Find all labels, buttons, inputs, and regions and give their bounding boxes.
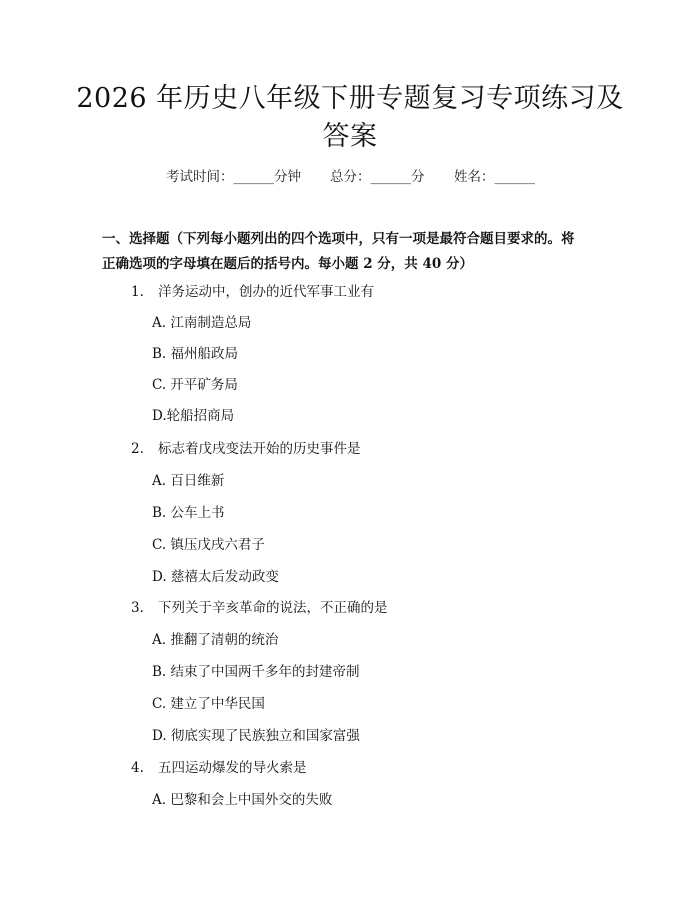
student-name-field: 姓名：______ bbox=[454, 169, 535, 185]
question-3-option-b: B. 结束了中国两千多年的封建帝制 bbox=[152, 664, 360, 680]
title-line-2: 答案 bbox=[322, 121, 378, 152]
question-text: 五四运动爆发的导火索是 bbox=[158, 760, 307, 776]
question-text: 下列关于辛亥革命的说法，不正确的是 bbox=[158, 600, 388, 616]
question-number: 4. bbox=[131, 760, 144, 776]
question-1-option-c: C. 开平矿务局 bbox=[152, 377, 238, 393]
question-2-option-b: B. 公车上书 bbox=[152, 505, 225, 521]
question-1-option-d: D.轮船招商局 bbox=[152, 408, 235, 424]
question-1-option-a: A. 江南制造总局 bbox=[152, 315, 252, 331]
question-number: 2. bbox=[131, 441, 144, 457]
section-heading-line-2: 正确选项的字母填在题后的括号内。每小题 2 分，共 40 分） bbox=[102, 256, 473, 272]
question-text: 洋务运动中，创办的近代军事工业有 bbox=[158, 284, 374, 300]
question-2-option-a: A. 百日维新 bbox=[152, 473, 225, 489]
section-heading bbox=[102, 227, 602, 277]
question-2 bbox=[131, 440, 361, 458]
question-3-option-c: C. 建立了中华民国 bbox=[152, 696, 265, 712]
question-number: 3. bbox=[131, 600, 144, 616]
question-2-option-d: D. 慈禧太后发动政变 bbox=[152, 569, 279, 585]
question-2-option-c: C. 镇压戊戌六君子 bbox=[152, 537, 265, 553]
question-text: 标志着戊戌变法开始的历史事件是 bbox=[158, 441, 361, 457]
section-heading-line-1: 一、选择题（下列每小题列出的四个选项中，只有一项是最符合题目要求的。将 bbox=[102, 231, 575, 247]
title-line-1: 2026 年历史八年级下册专题复习专项练习及 bbox=[76, 83, 624, 114]
question-3 bbox=[131, 599, 388, 617]
question-1-option-b: B. 福州船政局 bbox=[152, 346, 239, 362]
question-4-option-a: A. 巴黎和会上中国外交的失败 bbox=[152, 792, 333, 808]
question-4 bbox=[131, 759, 307, 777]
question-3-option-d: D. 彻底实现了民族独立和国家富强 bbox=[152, 728, 360, 744]
question-number: 1. bbox=[131, 284, 144, 300]
question-3-option-a: A. 推翻了清朝的统治 bbox=[152, 632, 279, 648]
document-title bbox=[60, 80, 640, 156]
exam-time-field: 考试时间：______分钟 bbox=[166, 169, 301, 185]
question-1 bbox=[131, 283, 374, 301]
total-score-field: 总分：______分 bbox=[330, 169, 425, 185]
